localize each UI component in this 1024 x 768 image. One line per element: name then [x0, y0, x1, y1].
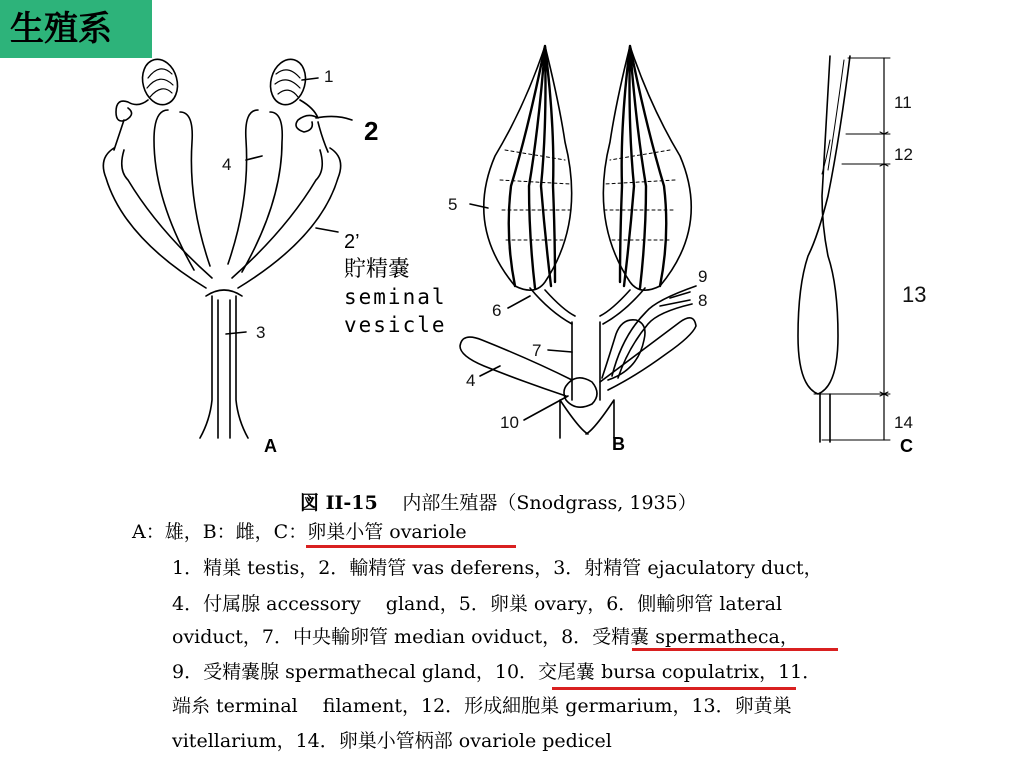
panel-b-female-diagram [460, 46, 696, 438]
caption-line-6: vitellarium，14．卵巣小管柄部 ovariole pedicel [172, 730, 612, 752]
caption-line-1: 1．精巣 testis，2．輸精管 vas deferens，3．射精管 ejaculatory duct， [172, 557, 823, 579]
label-a-2: 2 [364, 116, 379, 146]
label-a-4: 4 [222, 155, 232, 174]
seminal-vesicle-label-line2: vesicle [344, 313, 447, 337]
highlight-underline-ovariole [306, 545, 516, 548]
label-b-10: 10 [500, 413, 519, 432]
slide-title: 生殖系 [0, 0, 152, 58]
label-c-11: 11 [894, 93, 912, 112]
figure-caption-title [300, 488, 697, 515]
figure-title: 内部生殖器（Snodgrass, 1935） [402, 492, 697, 514]
label-a-1: 1 [324, 67, 334, 86]
label-b-8: 8 [698, 291, 708, 310]
panel-a-letter: A [264, 436, 277, 456]
label-c-14: 14 [894, 413, 913, 432]
label-a-3: 3 [256, 323, 266, 342]
caption-line-5: 端糸 terminal filament，12．形成細胞巣 germarium，13．卵黄巣 [172, 695, 792, 717]
panel-a-male-diagram [103, 55, 352, 438]
caption-line-3: oviduct，7．中央輸卵管 median oviduct，8．受精嚢 spermatheca， [172, 626, 799, 648]
seminal-vesicle-jp-label: 貯精嚢 [344, 257, 411, 282]
caption-line-0: A：雄，B：雌，C：卵巣小管 ovariole [132, 521, 467, 543]
caption-line-2: 4．付属腺 accessory gland，5．卵巣 ovary，6．側輸卵管 lateral [172, 593, 783, 615]
label-b-7: 7 [532, 341, 542, 360]
panel-c-ovariole-diagram [798, 56, 890, 442]
label-b-5: 5 [448, 195, 458, 214]
label-c-12: 12 [894, 145, 913, 164]
label-b-9: 9 [698, 267, 708, 286]
label-b-6: 6 [492, 301, 502, 320]
label-b-4: 4 [466, 371, 476, 390]
panel-b-letter: B [612, 434, 625, 454]
panel-c-letter: C [900, 436, 913, 456]
label-a-2-prime: 2’ [344, 231, 360, 253]
label-c-13: 13 [902, 282, 927, 307]
seminal-vesicle-label-line1: seminal [344, 285, 447, 309]
caption-line-4: 9．受精嚢腺 spermathecal gland，10．交尾嚢 bursa copulatrix，11． [172, 661, 822, 683]
highlight-underline-spermatheca [632, 648, 838, 651]
figure-number: 図 II-15 [300, 492, 378, 514]
highlight-underline-bursa-copulatrix [552, 687, 796, 690]
